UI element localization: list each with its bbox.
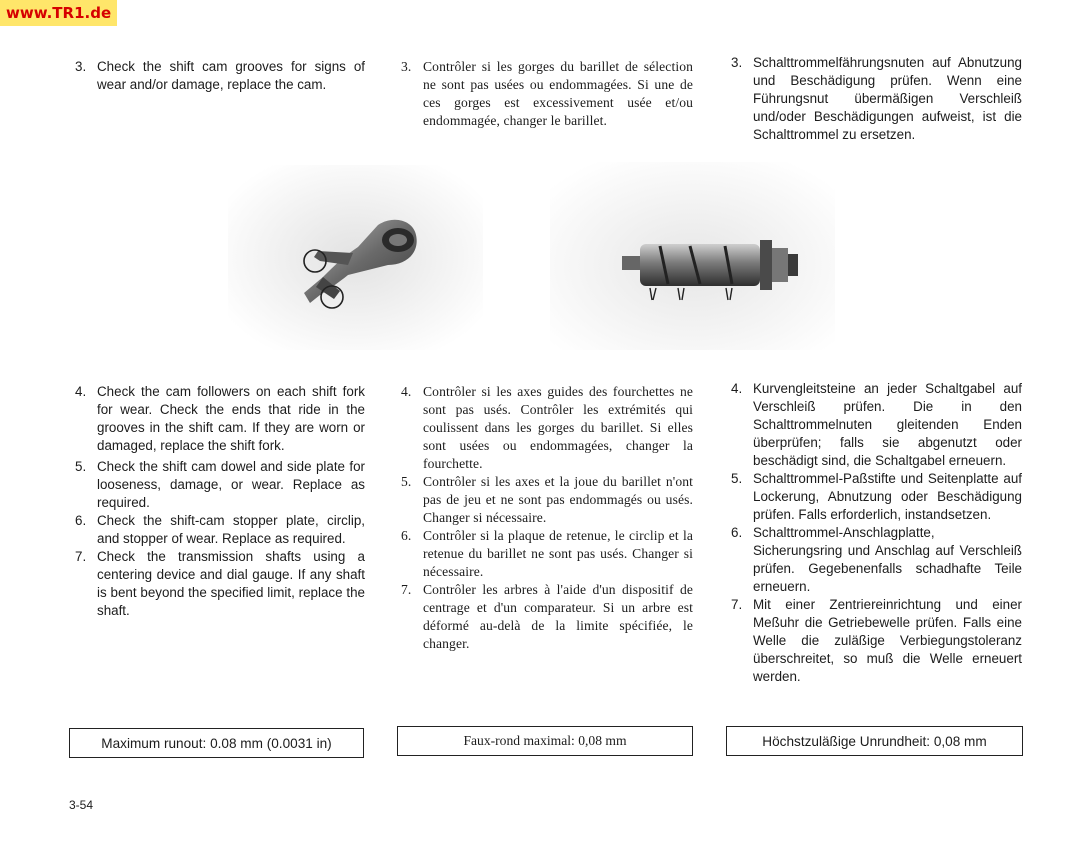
item-number: 6. [401, 528, 412, 543]
bottom-column-en [69, 383, 365, 620]
item-text: Check the shift cam dowel and side plate for looseness, damage, or wear. Replace as required. [97, 459, 365, 510]
shift-cam-drum-photo [550, 162, 835, 350]
item-text: Contrôler si les axes et la joue du barillet n'ont pas de jeu et ne sont pas endommagés ou usés. Changer si nécessaire. [423, 474, 693, 525]
item-number: 6. [75, 513, 87, 528]
page-number: 3-54 [69, 798, 94, 812]
item-text: Contrôler si les gorges du barillet de sélection ne sont pas usées ou endommagées. Si une de ces gorges est excessivement usée et/ou endommagée, changer le barillet. [423, 59, 693, 128]
item-text: Contrôler si la plaque de retenue, le circlip et la retenue du barillet ne sont pas usés. Changer si nécessaire. [423, 528, 693, 579]
spec-box-en: Maximum runout: 0.08 mm (0.0031 in) [69, 728, 364, 758]
item-text: Kurvengleitsteine an jeder Schaltgabel auf Verschleiß prüfen. Die in den Schalttrommelnuten gleitenden Enden überprüfen; falls sie abgenutzt oder beschädigt sind, die Schaltgabel erneuern. [753, 381, 1022, 468]
list-item [69, 383, 365, 455]
top-column-en [69, 58, 365, 94]
shift-fork-photo [228, 165, 483, 350]
item-text: Schalttrommel-Paßstifte und Seitenplatte auf Lockerung, Abnutzung oder Beschädigung prüfen. Falls erforderlich, instandsetzen. [753, 471, 1022, 522]
item-number: 4. [75, 384, 87, 399]
item-text: Contrôler si les axes guides des fourchettes ne sont pas usés. Contrôler les extrémités qui coulissent dans les gorges du barillet. Si elles sont usées ou endommagées, changer la fourchette. [423, 384, 693, 471]
item-number: 3. [401, 59, 412, 74]
item-number: 7. [75, 549, 87, 564]
item-number: 7. [731, 597, 743, 612]
item-number: 7. [401, 582, 412, 597]
list-item [397, 383, 693, 473]
list-item [397, 58, 693, 130]
item-text: Check the shift cam grooves for signs of wear and/or damage, replace the cam. [97, 59, 365, 92]
item-text: Contrôler les arbres à l'aide d'un dispositif de centrage et d'un comparateur. Si un arbre est déformé au-delà de la limite spécifiée, le changer. [423, 582, 693, 651]
list-item [69, 548, 365, 620]
bottom-column-de [725, 380, 1022, 686]
item-text: Schalttrommelfährungsnuten auf Abnutzung und Beschädigung prüfen. Wenn eine Führungsnut übermäßigen Verschleiß und/oder Beschädigungen aufweist, ist die Schalttrommel zu ersetzen. [753, 55, 1022, 142]
item-number: 6. [731, 525, 743, 540]
item-text: Check the transmission shafts using a centering device and dial gauge. If any shaft is bent beyond the specified limit, replace the shaft. [97, 549, 365, 618]
item-number: 4. [401, 384, 412, 399]
top-column-de [725, 54, 1022, 144]
item-number: 5. [75, 459, 87, 474]
bottom-column-fr [397, 383, 693, 653]
list-item [725, 524, 1022, 596]
site-logo[interactable]: www.TR1.de [0, 0, 117, 26]
list-item [69, 458, 365, 512]
list-item [725, 596, 1022, 686]
list-item [725, 54, 1022, 144]
item-text: Mit einer Zentriereinrichtung und einer Meßuhr die Getriebewelle prüfen. Falls eine Welle die zuläßige Verbiegungstoleranz überschreitet, so muß die Welle erneuert werden. [753, 597, 1022, 684]
list-item [397, 527, 693, 581]
item-text: Schalttrommel-Anschlagplatte, Sicherungsring und Anschlag auf Verschleiß prüfen. Gegebenenfalls schadhafte Teile erneuern. [753, 525, 1022, 594]
spec-box-de: Höchstzuläßige Unrundheit: 0,08 mm [726, 726, 1023, 756]
list-item [69, 512, 365, 548]
list-item [397, 581, 693, 653]
list-item [725, 380, 1022, 470]
list-item [69, 58, 365, 94]
item-number: 3. [75, 59, 87, 74]
list-item [397, 473, 693, 527]
item-text: Check the cam followers on each shift fork for wear. Check the ends that ride in the grooves in the shift cam. If they are worn or damaged, replace the shift fork. [97, 384, 365, 453]
item-text: Check the shift-cam stopper plate, circlip, and stopper of wear. Replace as required. [97, 513, 365, 546]
spec-box-fr: Faux-rond maximal: 0,08 mm [397, 726, 693, 756]
top-column-fr [397, 58, 693, 130]
item-number: 5. [401, 474, 412, 489]
item-number: 4. [731, 381, 743, 396]
item-number: 3. [731, 55, 743, 70]
list-item [725, 470, 1022, 524]
item-number: 5. [731, 471, 743, 486]
